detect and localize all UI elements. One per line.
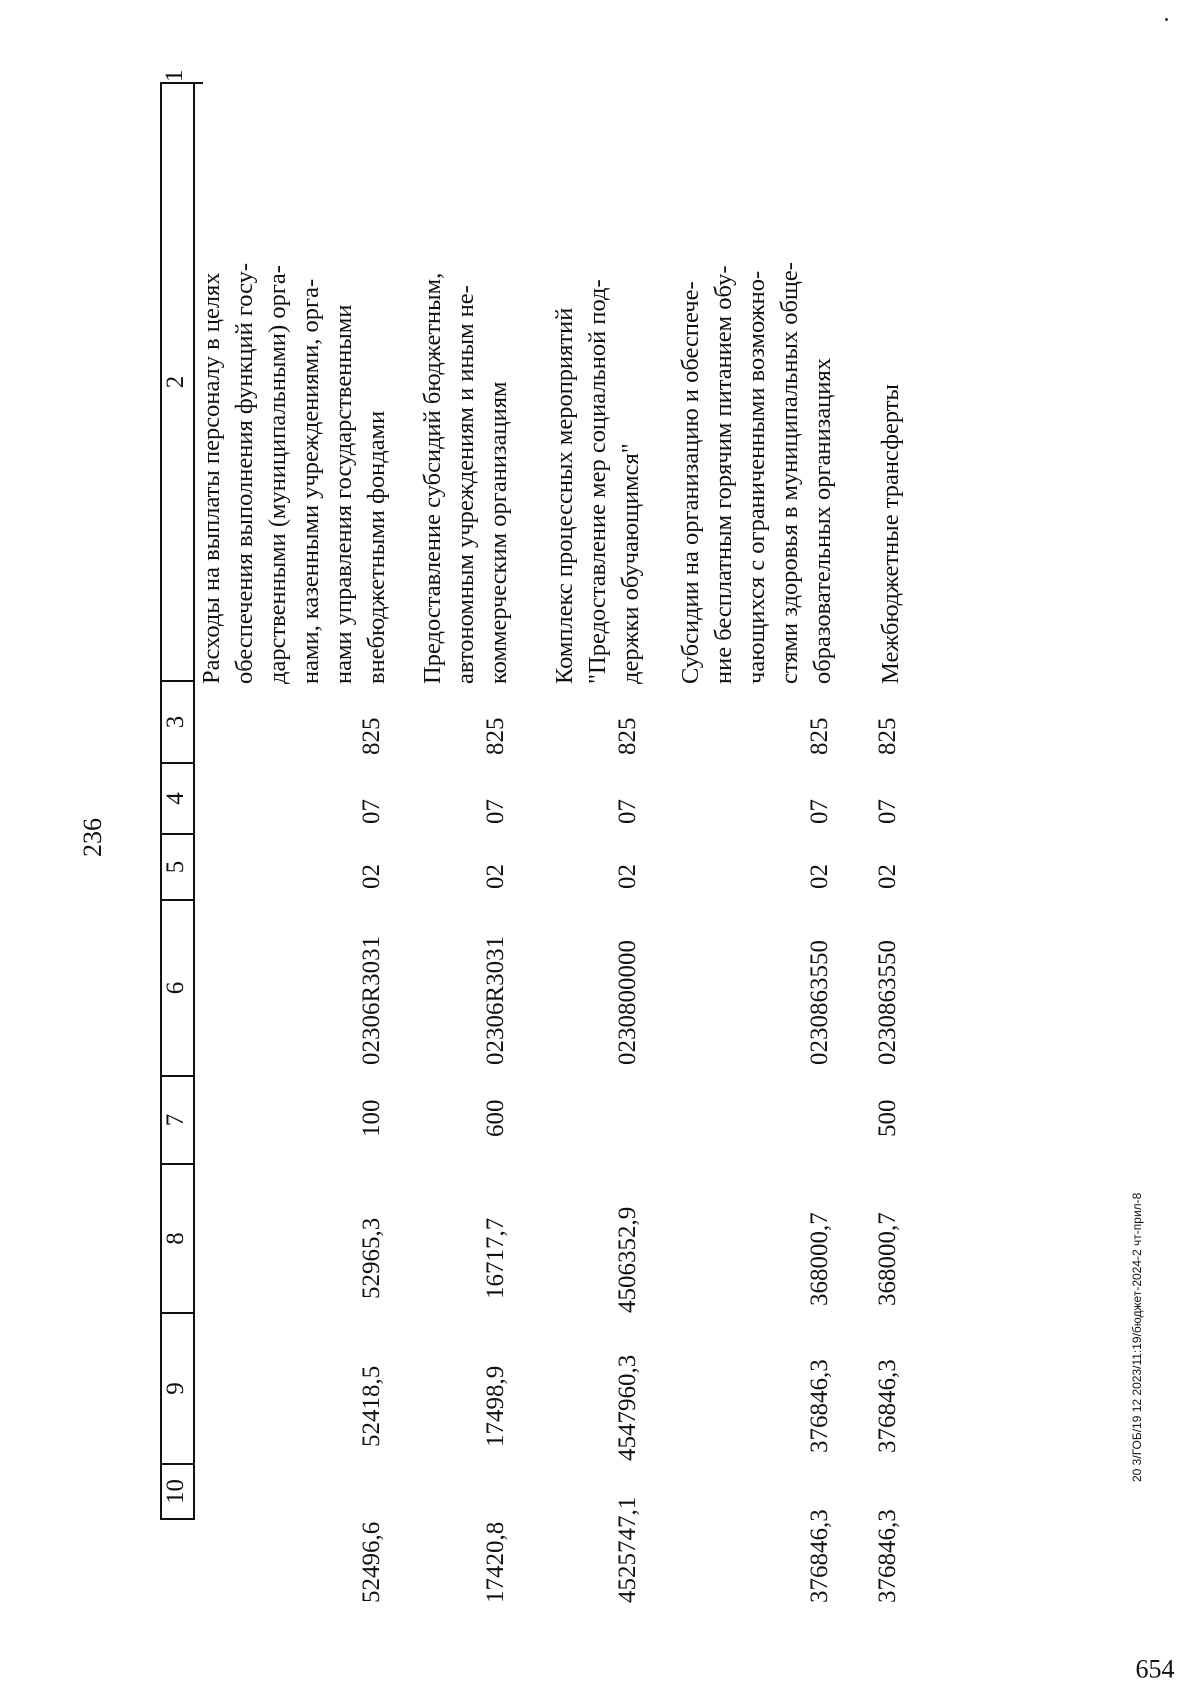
desc-line: нами, казенными учреждениями, орга- [297, 278, 324, 684]
col-header-7: 7 [162, 1113, 189, 1127]
footer-code: 20 3/ГОБ/19 12 2023/11:19/бюджет-2024-2 чт-прил-8 [1130, 1192, 1144, 1482]
cell-sum-2024: 52965,3 [358, 1217, 385, 1299]
desc-line: стями здоровья в муниципальных обще- [776, 262, 803, 684]
desc-line: коммерческим организациям [485, 381, 512, 684]
cell-expense-type: 600 [482, 1099, 509, 1137]
col-header-8: 8 [162, 1232, 189, 1245]
cell-sum-2025: 52418,5 [358, 1365, 385, 1447]
col-header-9: 9 [162, 1382, 189, 1395]
desc-line: автономным учреждениям и иным не- [452, 285, 479, 684]
cell-sum-2026: 376846,3 [806, 1509, 833, 1603]
cell-sum-2024: 4506352,9 [614, 1206, 641, 1313]
row-description [674, 104, 839, 684]
desc-line: дарственными (муниципальными) орга- [264, 265, 291, 684]
col-header-3: 3 [162, 715, 189, 729]
cell-subsection: 02 [614, 864, 641, 889]
cell-target-article: 0230863550 [874, 940, 901, 1065]
cell-sum-2024: 16717,7 [482, 1217, 509, 1299]
desc-line: чающихся с ограниченными возможно- [743, 270, 770, 684]
cell-target-article: 02306R3031 [482, 935, 509, 1065]
cell-expense-type: 100 [358, 1099, 385, 1137]
cell-target-article: 0230863550 [806, 940, 833, 1065]
cell-subsection: 02 [806, 864, 833, 889]
cell-expense-type: 500 [874, 1099, 901, 1137]
cell-section: 07 [614, 799, 641, 824]
cell-subsection: 02 [358, 864, 385, 889]
cell-grbs: 825 [614, 717, 641, 755]
desc-line: Межбюджетные трансферты [877, 384, 904, 684]
col1-side-line [193, 82, 203, 84]
cell-section: 07 [358, 799, 385, 824]
cell-section: 07 [806, 799, 833, 824]
cell-grbs: 825 [358, 717, 385, 755]
cell-section: 07 [482, 799, 509, 824]
cell-sum-2026: 17420,8 [482, 1521, 509, 1603]
desc-line: обеспечения выполнения функций госу- [231, 262, 258, 684]
cell-grbs: 825 [874, 717, 901, 755]
cell-sum-2025: 376846,3 [806, 1359, 833, 1453]
desc-line: Комплекс процессных мероприятий [551, 307, 578, 684]
cell-subsection: 02 [482, 864, 509, 889]
cell-section: 07 [874, 799, 901, 824]
desc-line: образовательных организациях [809, 358, 836, 684]
col-header-5: 5 [162, 860, 189, 874]
cell-sum-2026: 52496,6 [358, 1521, 385, 1603]
cell-sum-2025: 376846,3 [874, 1359, 901, 1453]
desc-line: Предоставление субсидий бюджетным, [419, 272, 446, 684]
desc-line: нами управления государственными [330, 304, 357, 684]
header-divider [160, 1518, 195, 1520]
cell-sum-2026: 376846,3 [874, 1509, 901, 1603]
cell-subsection: 02 [874, 864, 901, 889]
row-description [874, 104, 907, 684]
row-description [195, 104, 393, 684]
col-header-2: 2 [162, 375, 189, 389]
row-description [548, 104, 647, 684]
cell-grbs: 825 [806, 717, 833, 755]
page-number-top: 236 [78, 818, 107, 857]
cell-sum-2025: 17498,9 [482, 1365, 509, 1447]
desc-line: внебюджетными фондами [363, 410, 390, 684]
cell-sum-2025: 4547960,3 [614, 1354, 641, 1461]
cell-grbs: 825 [482, 717, 509, 755]
col-header-6: 6 [162, 981, 189, 995]
cell-target-article: 02306R3031 [358, 935, 385, 1065]
cell-target-article: 0230800000 [614, 940, 641, 1065]
row-description [416, 104, 515, 684]
col-header-10: 10 [162, 1479, 189, 1504]
col-header-4: 4 [162, 792, 189, 805]
scan-dot [1165, 18, 1168, 21]
desc-line: ние бесплатным горячим питанием обу- [710, 265, 737, 684]
page-number-bottom: 654 [1135, 1654, 1175, 1684]
cell-sum-2024: 368000,7 [806, 1212, 833, 1306]
desc-line: "Предоставление мер социальной под- [584, 279, 611, 684]
cell-sum-2026: 4525747,1 [614, 1496, 641, 1603]
cell-sum-2024: 368000,7 [874, 1212, 901, 1306]
rotated-page: 236 1 2 3 4 5 6 7 8 9 10 Расходы на выплаты персоналу в целях обеспечения выполнения функций госу- дарственными (муниципальными) орга- нами, казенными учреждениями, орга- нами управления государственными внебюджетными фондами 825 07 02 02306R3031 100 52965,3 52418,5 52496,6 Предоставление субсидий бюджетным, автономным учреждениям и иным не- коммерческим организациям 825 07 02 02306R3031 600 16717,7 17498,9 17420,8 Комплекс процессных мероприятий "Предоставление мер социальной под- держки обучающимся" 825 07 02 0230800000 4506352,9 4547960,3 4525747,1 Субсидии на организацию и обеспече- ние бесплатным горячим питанием обу- чающихся с ограниченными возможно- стями здоровья в муниципальных обще- образовательных организациях 825 07 02 0230863550 368000,7 376846,3 376846,3 Межбюджетные трансферты 825 07 02 0230863550 500 368000,7 376846,3 376846,3 20 3/ГОБ/19 12 2023/11:19/бюджет-2024-2 чт-прил-8 654 [0, 0, 1200, 1697]
desc-line: держки обучающимся" [617, 443, 644, 684]
desc-line: Расходы на выплаты персоналу в целях [198, 272, 225, 684]
desc-line: Субсидии на организацию и обеспече- [677, 281, 704, 684]
